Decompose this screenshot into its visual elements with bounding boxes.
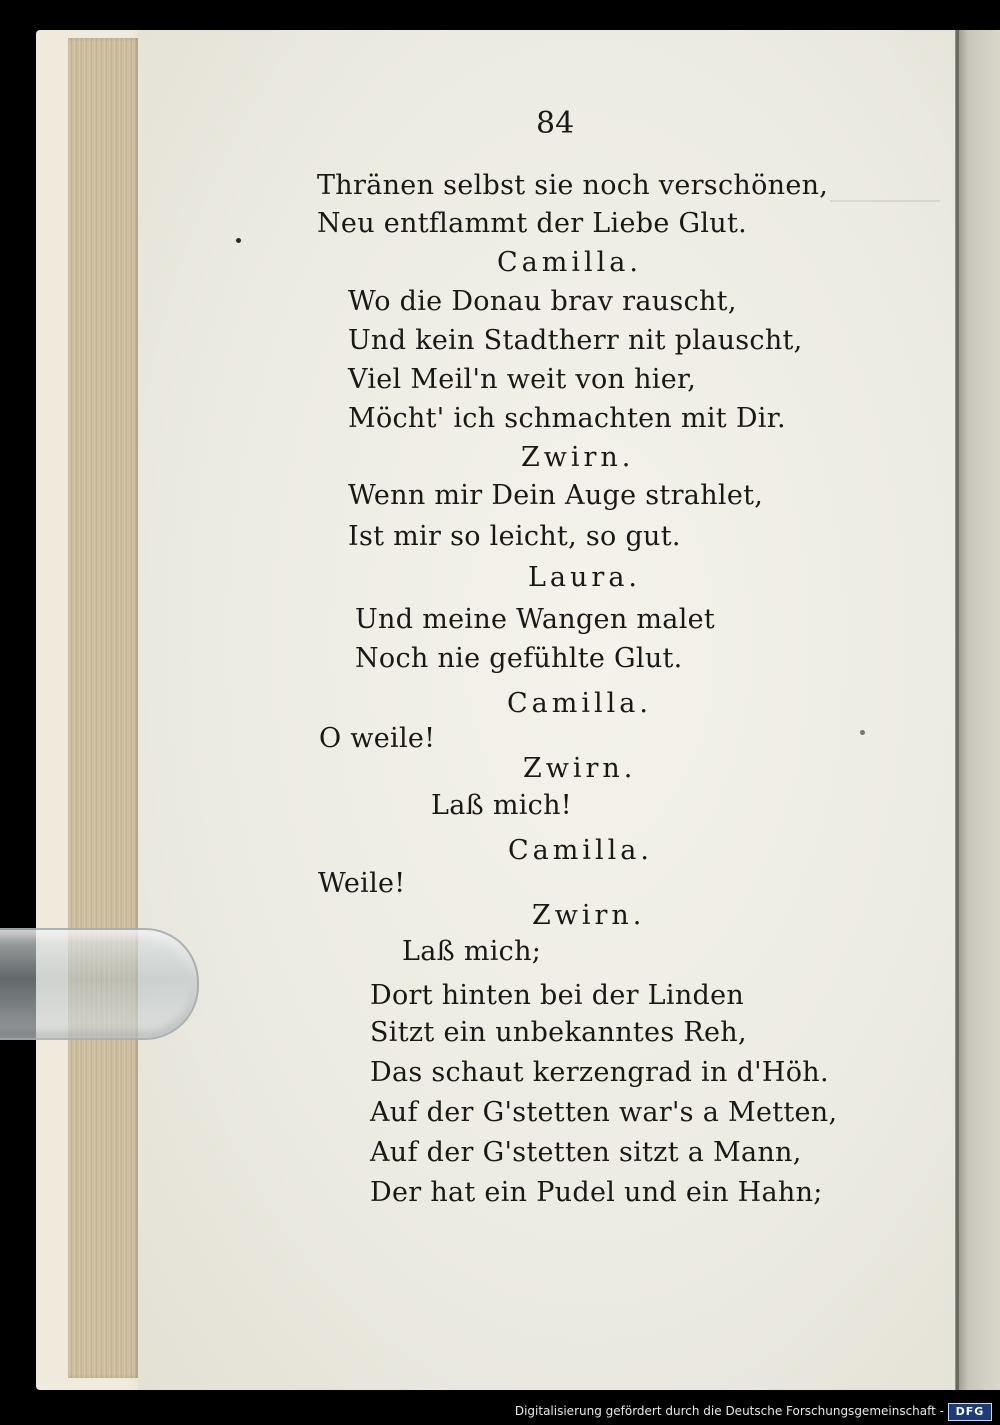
verse-line: Ist mir so leicht, so gut. bbox=[348, 521, 681, 552]
speaker-name: Camilla. bbox=[507, 688, 652, 719]
verse-line: Dort hinten bei der Linden bbox=[370, 980, 745, 1011]
footer-bar bbox=[0, 1400, 1000, 1425]
page-number: 84 bbox=[536, 106, 575, 141]
speaker-name: Camilla. bbox=[497, 247, 642, 278]
verse-line: Sitzt ein unbekanntes Reh, bbox=[370, 1017, 747, 1048]
verse-line: Wo die Donau brav rauscht, bbox=[348, 286, 737, 317]
verse-line: Das schaut kerzengrad in d'Höh. bbox=[370, 1057, 829, 1088]
dfg-logo: DFG bbox=[948, 1403, 992, 1421]
verse-line: Auf der G'stetten war's a Metten, bbox=[370, 1097, 838, 1128]
speaker-name: Zwirn. bbox=[523, 753, 637, 784]
verse-line: Und meine Wangen malet bbox=[355, 604, 716, 635]
verse-line: Laß mich! bbox=[431, 790, 572, 821]
footer-credit: Digitalisierung gefördert durch die Deutsche Forschungsgemeinschaft - bbox=[514, 1404, 944, 1418]
verse-line: Noch nie gefühlte Glut. bbox=[355, 643, 683, 674]
verse-line: Thränen selbst sie noch verschönen, bbox=[317, 170, 829, 201]
verse-line: Auf der G'stetten sitzt a Mann, bbox=[370, 1137, 802, 1168]
verse-line: Der hat ein Pudel und ein Hahn; bbox=[370, 1177, 823, 1208]
verse-line: Weile! bbox=[318, 868, 406, 899]
speaker-name: Laura. bbox=[528, 562, 642, 593]
verse-line: Viel Meil'n weit von hier, bbox=[348, 364, 697, 395]
verse-line: Neu entflammt der Liebe Glut. bbox=[317, 208, 748, 239]
glass-page-holder bbox=[0, 928, 199, 1040]
verse-line: Laß mich; bbox=[402, 936, 542, 967]
speaker-name: Camilla. bbox=[508, 835, 653, 866]
speaker-name: Zwirn. bbox=[532, 900, 646, 931]
verse-line: Wenn mir Dein Auge strahlet, bbox=[348, 480, 764, 511]
speaker-name: Zwirn. bbox=[521, 442, 635, 473]
verse-line: Und kein Stadtherr nit plauscht, bbox=[348, 325, 803, 356]
verse-line: O weile! bbox=[319, 723, 436, 754]
verse-line: Möcht' ich schmachten mit Dir. bbox=[348, 403, 786, 434]
